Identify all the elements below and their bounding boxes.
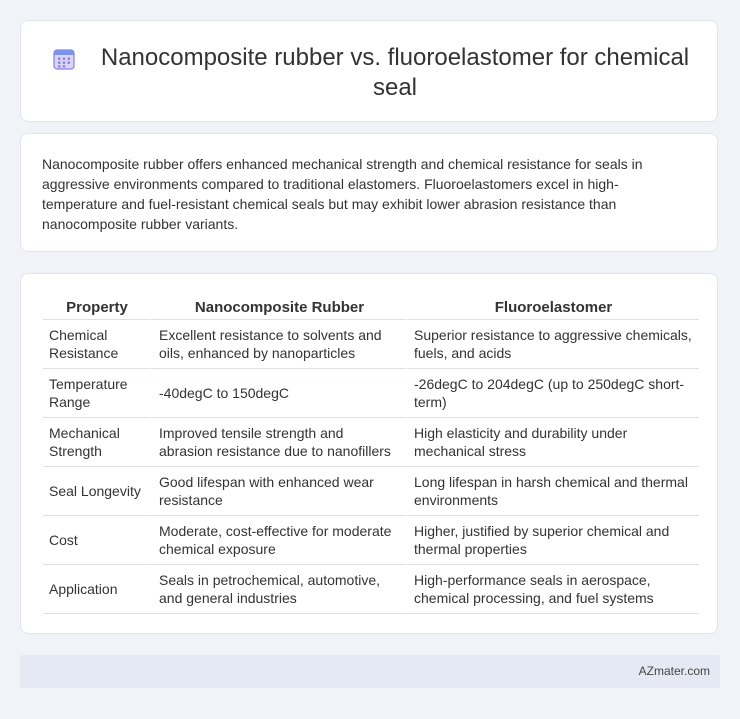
nanocomposite-cell: Excellent resistance to solvents and oils, enhanced by nanoparticles [151, 320, 406, 369]
nanocomposite-cell: Improved tensile strength and abrasion resistance due to nanofillers [151, 418, 406, 467]
nanocomposite-cell: Seals in petrochemical, automotive, and general industries [151, 565, 406, 614]
header-nanocomposite-rubber: Nanocomposite Rubber [151, 296, 406, 320]
page-title: Nanocomposite rubber vs. fluoroelastomer for chemical seal [100, 44, 690, 101]
header-fluoroelastomer: Fluoroelastomer [406, 296, 699, 320]
table-row [43, 516, 699, 565]
nanocomposite-cell: Moderate, cost-effective for moderate chemical exposure [151, 516, 406, 565]
footer-bar [20, 655, 720, 688]
table-row [43, 467, 699, 516]
fluoroelastomer-cell: Long lifespan in harsh chemical and thermal environments [406, 467, 699, 516]
comparison-table-card [20, 273, 718, 634]
table-row [43, 369, 699, 418]
summary-card [20, 133, 718, 252]
property-cell: Mechanical Strength [43, 418, 151, 467]
fluoroelastomer-cell: Superior resistance to aggressive chemicals, fuels, and acids [406, 320, 699, 369]
summary-text: Nanocomposite rubber offers enhanced mechanical strength and chemical resistance for seals in aggressive environments compared to traditional elastomers. Fluoroelastomers excel in high-temperature and fuel-resistant chemical seals but may exhibit lower abrasion resistance than nanocomposite rubber variants. [42, 156, 643, 232]
nanocomposite-cell: -40degC to 150degC [151, 369, 406, 418]
calendar-icon [53, 48, 75, 70]
title-card [20, 20, 718, 122]
fluoroelastomer-cell: High-performance seals in aerospace, chemical processing, and fuel systems [406, 565, 699, 614]
fluoroelastomer-cell: -26degC to 204degC (up to 250degC short-term) [406, 369, 699, 418]
property-cell: Application [43, 565, 151, 614]
table-row [43, 320, 699, 369]
comparison-table [43, 296, 699, 614]
table-header-row [43, 296, 699, 320]
property-cell: Cost [43, 516, 151, 565]
property-cell: Temperature Range [43, 369, 151, 418]
nanocomposite-cell: Good lifespan with enhanced wear resistance [151, 467, 406, 516]
footer-brand: AZmater.com [638, 664, 710, 678]
table-row [43, 565, 699, 614]
property-cell: Seal Longevity [43, 467, 151, 516]
property-cell: Chemical Resistance [43, 320, 151, 369]
fluoroelastomer-cell: High elasticity and durability under mechanical stress [406, 418, 699, 467]
table-row [43, 418, 699, 467]
header-property: Property [43, 296, 151, 320]
fluoroelastomer-cell: Higher, justified by superior chemical and thermal properties [406, 516, 699, 565]
